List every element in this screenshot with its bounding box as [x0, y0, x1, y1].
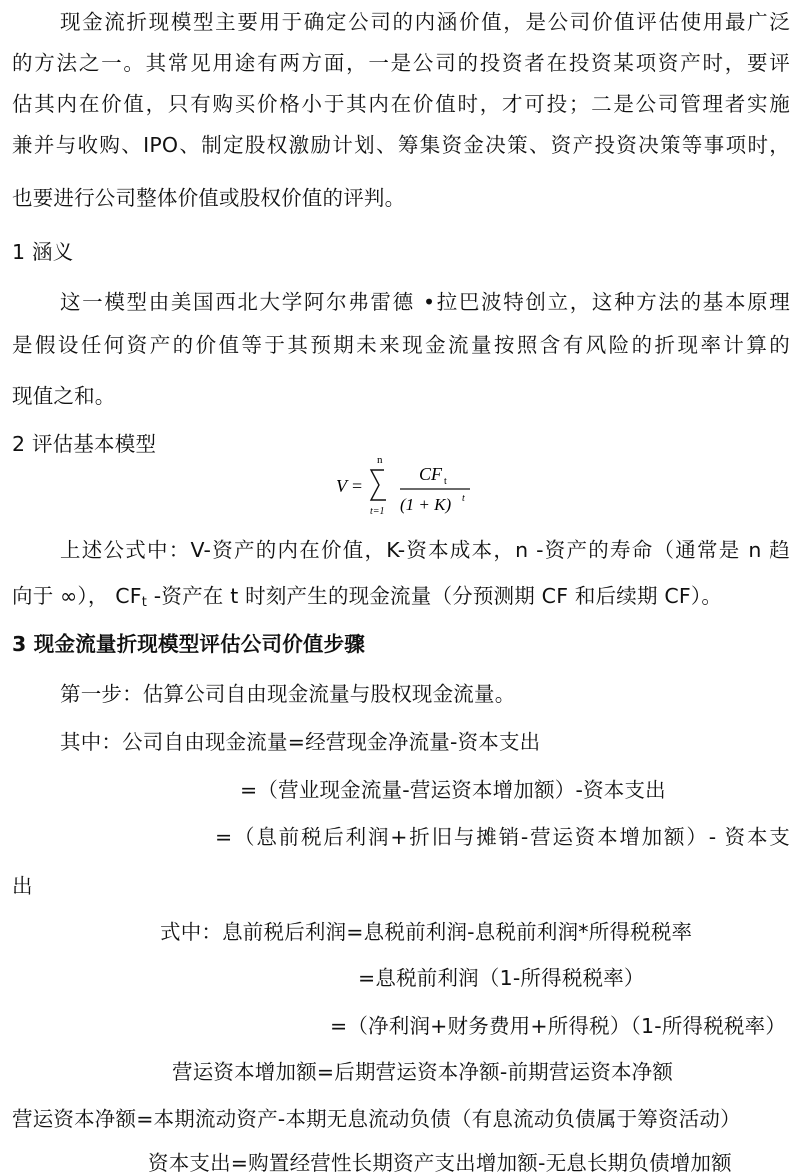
formula-equals: = — [352, 476, 363, 496]
step-line: 第一步：估算公司自由现金流量与股权现金流量。 — [60, 682, 516, 706]
sigma-icon — [371, 470, 386, 500]
calc-line: 营运资本增加额=后期营运资本净额-前期营运资本净额 — [172, 1060, 674, 1084]
formula-v: V — [336, 476, 347, 496]
section-heading: 2 评估基本模型 — [12, 432, 157, 456]
formula-description: 上述公式中：V-资产的内在价值，K-资本成本，n -资产的寿命（通常是 n 趋 — [60, 538, 790, 562]
calc-line: =（营业现金流量-营运资本增加额）-资本支出 — [240, 778, 666, 802]
calc-line: =（息前税后利润+折旧与摊销-营运资本增加额）- 资本支 — [215, 825, 790, 849]
formula-sum-lower: t=1 — [370, 506, 385, 517]
formula-numerator-sub: t — [444, 476, 447, 487]
dcf-formula — [328, 452, 488, 522]
calc-line: 式中：息前税后利润=息税前利润-息税前利润*所得税税率 — [160, 920, 693, 944]
section-heading: 3 现金流量折现模型评估公司价值步骤 — [12, 632, 365, 656]
calc-line: =息税前利润（1-所得税税率） — [358, 966, 645, 990]
calc-line: 营运资本净额=本期流动资产-本期无息流动负债（有息流动负债属于筹资活动） — [12, 1107, 741, 1131]
paragraph-line: 现值之和。 — [12, 384, 116, 408]
calc-line: 资本支出=购置经营性长期资产支出增加额-无息长期负债增加额 — [148, 1151, 732, 1175]
intro-line: 估其内在价值，只有购买价格小于其内在价值时，才可投；二是公司管理者实施 — [12, 92, 790, 116]
section-heading: 1 涵义 — [12, 240, 74, 264]
calc-line: =（净利润+财务费用+所得税）（1-所得税税率） — [330, 1014, 787, 1038]
intro-line: 也要进行公司整体价值或股权价值的评判。 — [12, 186, 406, 210]
formula-denominator: (1 + K) — [400, 495, 452, 514]
intro-line: 兼并与收购、IPO、制定股权激励计划、筹集资金决策、资产投资决策等事项时， — [12, 133, 790, 157]
formula-sum-upper: n — [377, 454, 383, 466]
formula-numerator: CF — [419, 464, 443, 484]
intro-line: 现金流折现模型主要用于确定公司的内涵价值，是公司价值评估使用最广泛 — [60, 10, 790, 34]
paragraph-line: 这一模型由美国西北大学阿尔弗雷德 •拉巴波特创立，这种方法的基本原理 — [60, 290, 790, 314]
formula-description: 向于 ∞）， $CF_t$ -资产在 t 时刻产生的现金流量（分预测期 CF 和后续期 CF）。 — [12, 584, 723, 610]
formula-denominator-exp: t — [462, 493, 465, 504]
calc-line: 其中：公司自由现金流量=经营现金净流量-资本支出 — [60, 730, 541, 754]
calc-line: 出 — [12, 874, 33, 898]
intro-line: 的方法之一。其常见用途有两方面，一是公司的投资者在投资某项资产时，要评 — [12, 51, 790, 75]
paragraph-line: 是假设任何资产的价值等于其预期未来现金流量按照含有风险的折现率计算的 — [12, 333, 790, 357]
